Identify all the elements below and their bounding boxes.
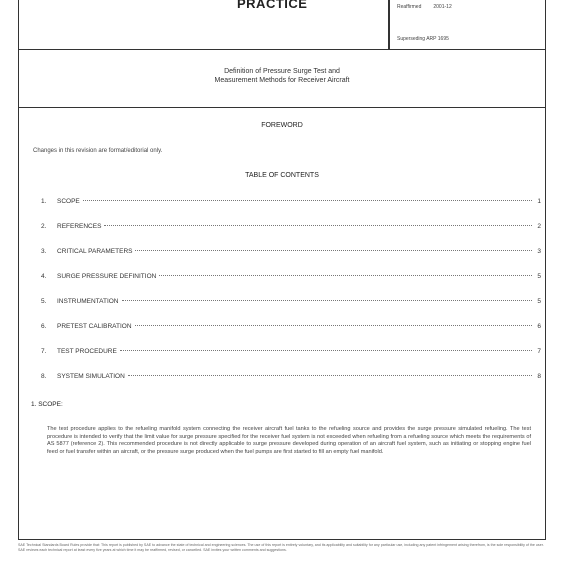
toc-item-page: 2 — [537, 223, 541, 230]
toc-item-number: 4. — [41, 273, 47, 280]
toc-item-label: SYSTEM SIMULATION — [57, 373, 125, 380]
scope-paragraph: The test procedure applies to the refueling manifold system connecting the receiver aircraft fuel tanks to the refueling source and provides the surge pressure simulated refueling. The test procedure is intended to verify that the limit value for surge pressure specified for the receiver fuel system is not exceeded when refueling from a refueling source which meets the requirements of AS 5877 (reference 2). This recommended procedure is not directly applicable to surge pressure developed during operation of an aircraft fuel system, such as initiating or stopping engine fuel feed or fuel transfer within an aircraft, or the pressure surge produced when the fuel pumps are first started to fill an empty fuel manifold. — [47, 426, 531, 455]
meta-value: 2001-12 — [433, 4, 452, 10]
toc-item-page: 7 — [537, 348, 541, 355]
toc-item-test-procedure[interactable] — [41, 348, 541, 358]
toc-item-surge-pressure-definition[interactable] — [41, 273, 541, 283]
toc-item-system-simulation[interactable] — [41, 373, 541, 383]
toc-leader — [120, 350, 532, 351]
document-title-line1: Definition of Pressure Surge Test and — [224, 68, 340, 75]
footer-disclaimer: SAE Technical Standards Board Rules provide that: This report is published by SAE to advance the state of technical and engineering sciences. The use of this report is entirely voluntary, and its applicability and suitability for any particular use, including any patent infringement arising therefrom, is the sole responsibility of the user. SAE reviews each technical report at least every five years at which time it may be reaffirmed, revised, or cancelled. SAE invites your written comments and suggestions. — [18, 543, 544, 552]
toc-item-label: SCOPE — [57, 198, 80, 205]
toc-item-page: 5 — [537, 298, 541, 305]
toc-leader — [104, 225, 532, 226]
toc-item-number: 8. — [41, 373, 47, 380]
toc-item-label: PRETEST CALIBRATION — [57, 323, 132, 330]
document-type-title: PRACTICE — [237, 0, 308, 11]
toc-item-number: 3. — [41, 248, 47, 255]
document-body — [18, 108, 546, 540]
toc-leader — [122, 300, 532, 301]
foreword-heading: FOREWORD — [261, 122, 303, 129]
foreword-text: Changes in this revision are format/editorial only. — [33, 148, 163, 154]
toc-leader — [128, 375, 532, 376]
toc-leader — [135, 250, 532, 251]
toc-item-label: TEST PROCEDURE — [57, 348, 117, 355]
toc-leader — [83, 200, 532, 201]
header-meta-superseding — [397, 36, 449, 42]
toc-item-label: CRITICAL PARAMETERS — [57, 248, 133, 255]
document-header — [18, 0, 546, 50]
scope-heading: 1. SCOPE: — [31, 401, 63, 408]
toc-leader — [135, 325, 532, 326]
header-meta-reaffirmed — [397, 4, 452, 10]
meta-label: Reaffirmed — [397, 4, 422, 10]
toc-item-pretest-calibration[interactable] — [41, 323, 541, 333]
toc-item-number: 5. — [41, 298, 47, 305]
toc-item-page: 5 — [537, 273, 541, 280]
toc-item-number: 2. — [41, 223, 47, 230]
toc-item-scope[interactable] — [41, 198, 541, 208]
toc-item-page: 8 — [537, 373, 541, 380]
toc-item-page: 6 — [537, 323, 541, 330]
toc-item-number: 1. — [41, 198, 47, 205]
header-divider — [388, 0, 390, 50]
toc-item-references[interactable] — [41, 223, 541, 233]
toc-item-number: 7. — [41, 348, 47, 355]
toc-heading: TABLE OF CONTENTS — [245, 172, 319, 179]
document-title-box — [18, 50, 546, 108]
toc-item-label: REFERENCES — [57, 223, 102, 230]
toc-item-critical-parameters[interactable] — [41, 248, 541, 258]
toc-leader — [159, 275, 532, 276]
toc-item-label: INSTRUMENTATION — [57, 298, 119, 305]
document-title-line2: Measurement Methods for Receiver Aircraft — [214, 77, 350, 84]
meta-label: Superseding ARP 1695 — [397, 36, 449, 42]
toc-item-number: 6. — [41, 323, 47, 330]
toc-item-label: SURGE PRESSURE DEFINITION — [57, 273, 157, 280]
toc-item-instrumentation[interactable] — [41, 298, 541, 308]
toc-item-page: 3 — [537, 248, 541, 255]
toc-item-page: 1 — [537, 198, 541, 205]
